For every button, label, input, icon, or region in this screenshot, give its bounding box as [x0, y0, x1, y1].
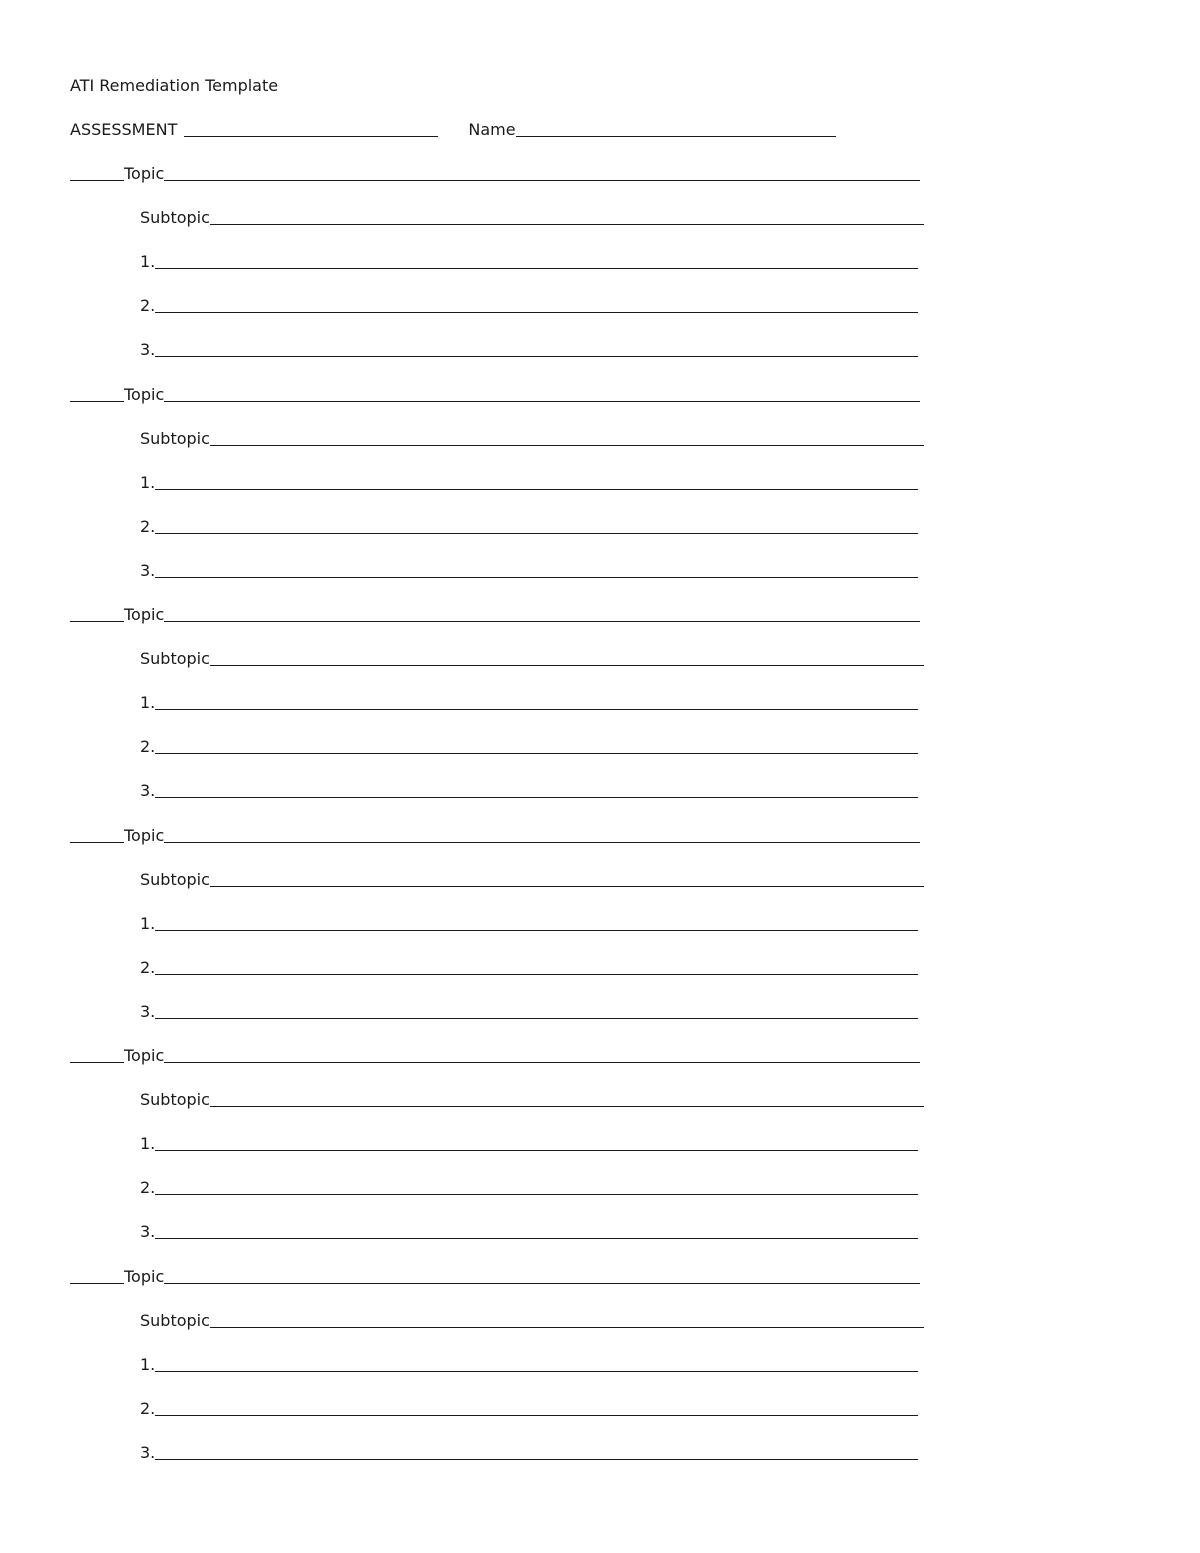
topic-label: Topic	[124, 1266, 165, 1286]
name-field[interactable]	[516, 136, 836, 137]
topic-field[interactable]	[164, 401, 920, 402]
item-number-label: 2.	[140, 737, 156, 757]
item-field[interactable]	[155, 268, 918, 269]
numbered-item-row	[140, 1218, 918, 1240]
item-number-label: 3.	[140, 340, 156, 360]
item-number-label: 1.	[140, 472, 156, 492]
item-field[interactable]	[155, 489, 918, 490]
name-label: Name	[468, 120, 516, 139]
subtopic-field[interactable]	[210, 224, 924, 225]
item-number-label: 1.	[140, 913, 156, 933]
item-field[interactable]	[155, 930, 918, 931]
topic-label: Topic	[124, 605, 165, 624]
item-number-label: 2.	[140, 1178, 156, 1198]
subtopic-label: Subtopic	[140, 208, 210, 228]
numbered-item-row	[140, 1439, 918, 1461]
topic-row	[70, 1263, 920, 1285]
topic-field[interactable]	[164, 1283, 920, 1284]
item-field[interactable]	[155, 1194, 918, 1195]
item-field[interactable]	[155, 533, 918, 534]
numbered-item-row	[140, 777, 918, 799]
numbered-item-row	[140, 1395, 918, 1417]
item-field[interactable]	[155, 797, 918, 798]
subtopic-label: Subtopic	[140, 1090, 210, 1110]
topic-field[interactable]	[164, 180, 920, 181]
topic-number-field[interactable]	[70, 1283, 124, 1284]
item-field[interactable]	[155, 1018, 918, 1019]
topic-number-field[interactable]	[70, 180, 124, 181]
topic-number-field[interactable]	[70, 1062, 124, 1063]
item-number-label: 1.	[140, 1354, 156, 1374]
topic-field[interactable]	[164, 1062, 920, 1063]
numbered-item-row	[140, 910, 918, 932]
item-field[interactable]	[155, 974, 918, 975]
item-field[interactable]	[155, 1415, 918, 1416]
topic-row	[70, 601, 920, 623]
numbered-item-row	[140, 292, 918, 314]
numbered-item-row	[140, 513, 918, 535]
subtopic-field[interactable]	[210, 1327, 924, 1328]
item-number-label: 3.	[140, 781, 156, 801]
title-text: ATI Remediation Template	[70, 76, 279, 95]
topic-field[interactable]	[164, 621, 920, 622]
item-field[interactable]	[155, 1459, 918, 1460]
subtopic-row	[140, 1307, 924, 1329]
topic-number-field[interactable]	[70, 621, 124, 622]
item-number-label: 3.	[140, 1001, 156, 1021]
subtopic-row	[140, 645, 924, 667]
item-number-label: 1.	[140, 693, 156, 713]
item-number-label: 2.	[140, 516, 156, 536]
subtopic-field[interactable]	[210, 665, 924, 666]
numbered-item-row	[140, 1130, 918, 1152]
topic-number-field[interactable]	[70, 401, 124, 402]
item-number-label: 3.	[140, 560, 156, 580]
topic-row	[70, 1042, 920, 1064]
item-number-label: 1.	[140, 1134, 156, 1154]
assessment-field[interactable]	[184, 136, 438, 137]
subtopic-label: Subtopic	[140, 649, 210, 669]
numbered-item-row	[140, 336, 918, 358]
item-field[interactable]	[155, 709, 918, 710]
topic-label: Topic	[124, 1046, 165, 1065]
item-field[interactable]	[155, 753, 918, 754]
topic-field[interactable]	[164, 842, 920, 843]
numbered-item-row	[140, 954, 918, 976]
topic-label: Topic	[124, 164, 165, 183]
topic-row	[70, 160, 920, 182]
subtopic-row	[140, 1086, 924, 1108]
item-number-label: 2.	[140, 1398, 156, 1418]
document-title	[70, 72, 278, 94]
numbered-item-row	[140, 998, 918, 1020]
item-field[interactable]	[155, 577, 918, 578]
item-field[interactable]	[155, 356, 918, 357]
subtopic-field[interactable]	[210, 445, 924, 446]
item-field[interactable]	[155, 1238, 918, 1239]
topic-row	[70, 381, 920, 403]
topic-label: Topic	[124, 384, 165, 404]
item-number-label: 3.	[140, 1222, 156, 1242]
subtopic-label: Subtopic	[140, 428, 210, 448]
numbered-item-row	[140, 733, 918, 755]
subtopic-label: Subtopic	[140, 869, 210, 889]
numbered-item-row	[140, 557, 918, 579]
numbered-item-row	[140, 1351, 918, 1373]
item-field[interactable]	[155, 312, 918, 313]
subtopic-field[interactable]	[210, 1106, 924, 1107]
item-number-label: 1.	[140, 252, 156, 272]
item-field[interactable]	[155, 1371, 918, 1372]
topic-label: Topic	[124, 825, 165, 845]
subtopic-field[interactable]	[210, 886, 924, 887]
numbered-item-row	[140, 689, 918, 711]
subtopic-row	[140, 204, 924, 226]
subtopic-row	[140, 425, 924, 447]
topic-number-field[interactable]	[70, 842, 124, 843]
assessment-label: ASSESSMENT	[70, 120, 178, 139]
item-number-label: 3.	[140, 1442, 156, 1462]
numbered-item-row	[140, 469, 918, 491]
item-number-label: 2.	[140, 957, 156, 977]
assessment-name-row	[70, 116, 870, 138]
numbered-item-row	[140, 1174, 918, 1196]
subtopic-row	[140, 866, 924, 888]
numbered-item-row	[140, 248, 918, 270]
item-number-label: 2.	[140, 296, 156, 316]
subtopic-label: Subtopic	[140, 1310, 210, 1330]
item-field[interactable]	[155, 1150, 918, 1151]
topic-row	[70, 822, 920, 844]
